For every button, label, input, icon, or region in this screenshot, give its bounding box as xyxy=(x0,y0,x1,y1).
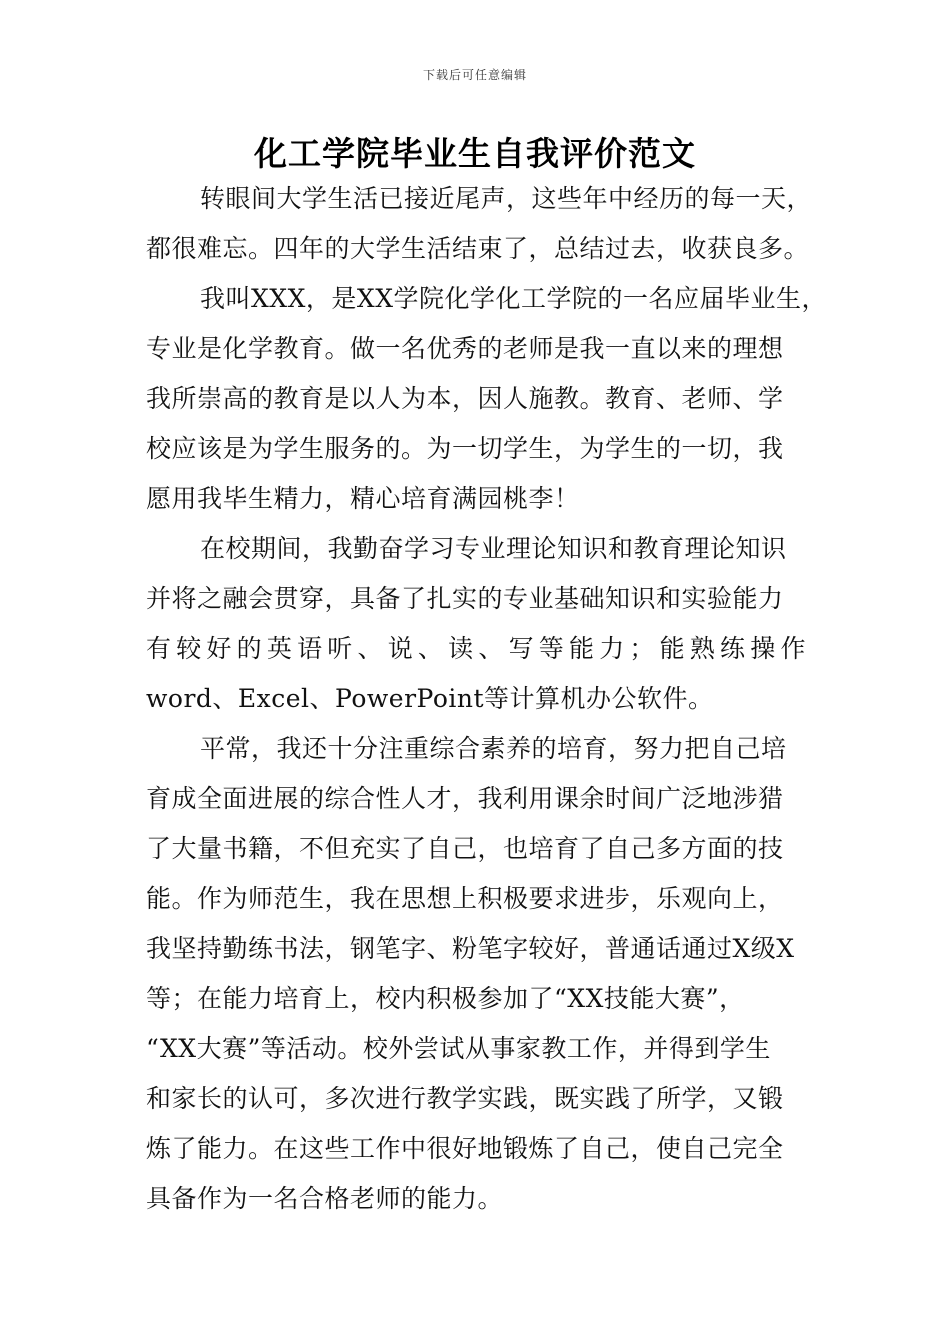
body-line: “XX大赛”等活动。校外尝试从事家教工作，并得到学生 xyxy=(146,1034,771,1063)
body-line: 炼了能力。在这些工作中很好地锻炼了自己，使自己完全 xyxy=(146,1134,784,1163)
body-line: 我坚持勤练书法，钢笔字、粉笔字较好，普通话通过X级X xyxy=(146,934,795,963)
body-line: 在校期间，我勤奋学习专业理论知识和教育理论知识 xyxy=(200,534,787,563)
document-title: 化工学院毕业生自我评价范文 xyxy=(254,134,696,173)
body-line: 我叫XXX，是XX学院化学化工学院的一名应届毕业生， xyxy=(200,284,827,313)
body-line: 能。作为师范生，我在思想上积极要求进步，乐观向上， xyxy=(146,884,784,913)
body-line: 具备作为一名合格老师的能力。 xyxy=(146,1184,504,1213)
body-line: 等；在能力培育上，校内积极参加了“XX技能大赛”， xyxy=(146,984,745,1013)
body-line: 愿用我毕生精力，精心培育满园桃李！ xyxy=(146,484,580,513)
body-line: 和家长的认可，多次进行教学实践，既实践了所学，又锻 xyxy=(146,1084,784,1113)
body-line: 专业是化学教育。做一名优秀的老师是我一直以来的理想 xyxy=(146,334,784,363)
body-line: 校应该是为学生服务的。为一切学生，为学生的一切，我 xyxy=(146,434,784,463)
body-line: word、Excel、PowerPoint等计算机办公软件。 xyxy=(146,684,714,713)
body-line: 转眼间大学生活已接近尾声，这些年中经历的每一天， xyxy=(200,184,813,213)
body-line: 有较好的英语听、说、读、写等能力；能熟练操作 xyxy=(146,634,806,663)
body-line: 育成全面进展的综合性人才，我利用课余时间广泛地涉猎 xyxy=(146,784,784,813)
body-line: 都很难忘。四年的大学生活结束了，总结过去，收获良多。 xyxy=(146,234,810,263)
page-header: 下载后可任意编辑 xyxy=(422,68,527,82)
body-line: 并将之融会贯穿，具备了扎实的专业基础知识和实验能力 xyxy=(146,584,784,613)
body-line: 我所崇高的教育是以人为本，因人施教。教育、老师、学 xyxy=(146,384,784,413)
body-line: 平常，我还十分注重综合素养的培育，努力把自己培 xyxy=(200,734,787,763)
body-line: 了大量书籍，不但充实了自己，也培育了自己多方面的技 xyxy=(146,834,784,863)
